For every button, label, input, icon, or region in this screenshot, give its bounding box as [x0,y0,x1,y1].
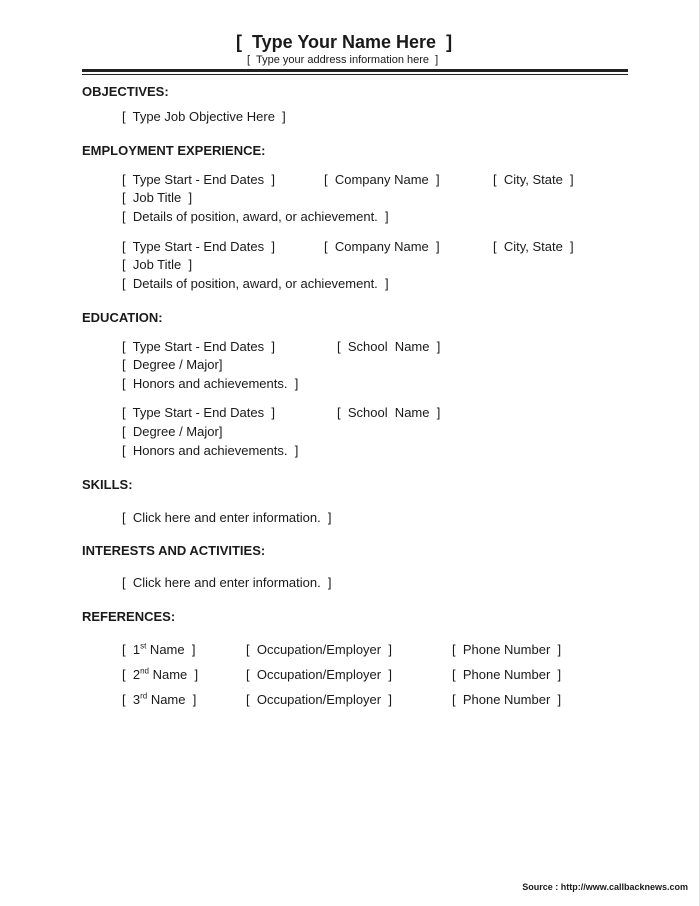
interests-placeholder[interactable]: [ Click here and enter information. ] [122,575,332,590]
education-heading: EDUCATION: [82,310,163,325]
reference-occupation[interactable]: [ Occupation/Employer ] [246,642,392,657]
header-rule-thin [82,74,628,75]
reference-name[interactable]: [ 3rd Name ] [122,691,197,707]
employment-company[interactable]: [ Company Name ] [324,172,440,187]
education-school[interactable]: [ School Name ] [337,405,441,420]
education-honors[interactable]: [ Honors and achievements. ] [122,443,299,458]
reference-phone[interactable]: [ Phone Number ] [452,642,562,657]
employment-city[interactable]: [ City, State ] [493,172,574,187]
employment-details[interactable]: [ Details of position, award, or achievement. ] [122,276,389,291]
education-school[interactable]: [ School Name ] [337,339,441,354]
address-placeholder[interactable]: [ Type your address information here ] [247,54,439,66]
education-degree[interactable]: [ Degree / Major] [122,424,223,439]
education-dates[interactable]: [ Type Start - End Dates ] [122,339,275,354]
reference-occupation[interactable]: [ Occupation/Employer ] [246,692,392,707]
objective-placeholder[interactable]: [ Type Job Objective Here ] [122,109,286,124]
employment-dates[interactable]: [ Type Start - End Dates ] [122,239,275,254]
reference-occupation[interactable]: [ Occupation/Employer ] [246,667,392,682]
reference-name[interactable]: [ 2nd Name ] [122,666,199,682]
employment-details[interactable]: [ Details of position, award, or achievement. ] [122,209,389,224]
header-rule-thick [82,69,628,72]
employment-dates[interactable]: [ Type Start - End Dates ] [122,172,275,187]
reference-phone[interactable]: [ Phone Number ] [452,692,562,707]
employment-company[interactable]: [ Company Name ] [324,239,440,254]
objectives-heading: OBJECTIVES: [82,84,169,99]
employment-heading: EMPLOYMENT EXPERIENCE: [82,143,266,158]
employment-city[interactable]: [ City, State ] [493,239,574,254]
education-honors[interactable]: [ Honors and achievements. ] [122,376,299,391]
education-degree[interactable]: [ Degree / Major] [122,357,223,372]
education-dates[interactable]: [ Type Start - End Dates ] [122,405,275,420]
skills-heading: SKILLS: [82,477,133,492]
skills-placeholder[interactable]: [ Click here and enter information. ] [122,510,332,525]
references-heading: REFERENCES: [82,609,176,624]
reference-phone[interactable]: [ Phone Number ] [452,667,562,682]
employment-job-title[interactable]: [ Job Title ] [122,257,193,272]
reference-name[interactable]: [ 1st Name ] [122,641,196,657]
employment-job-title[interactable]: [ Job Title ] [122,190,193,205]
source-credit: Source : http://www.callbacknews.com [522,882,688,892]
name-placeholder[interactable]: [ Type Your Name Here ] [236,32,453,52]
interests-heading: INTERESTS AND ACTIVITIES: [82,543,266,558]
